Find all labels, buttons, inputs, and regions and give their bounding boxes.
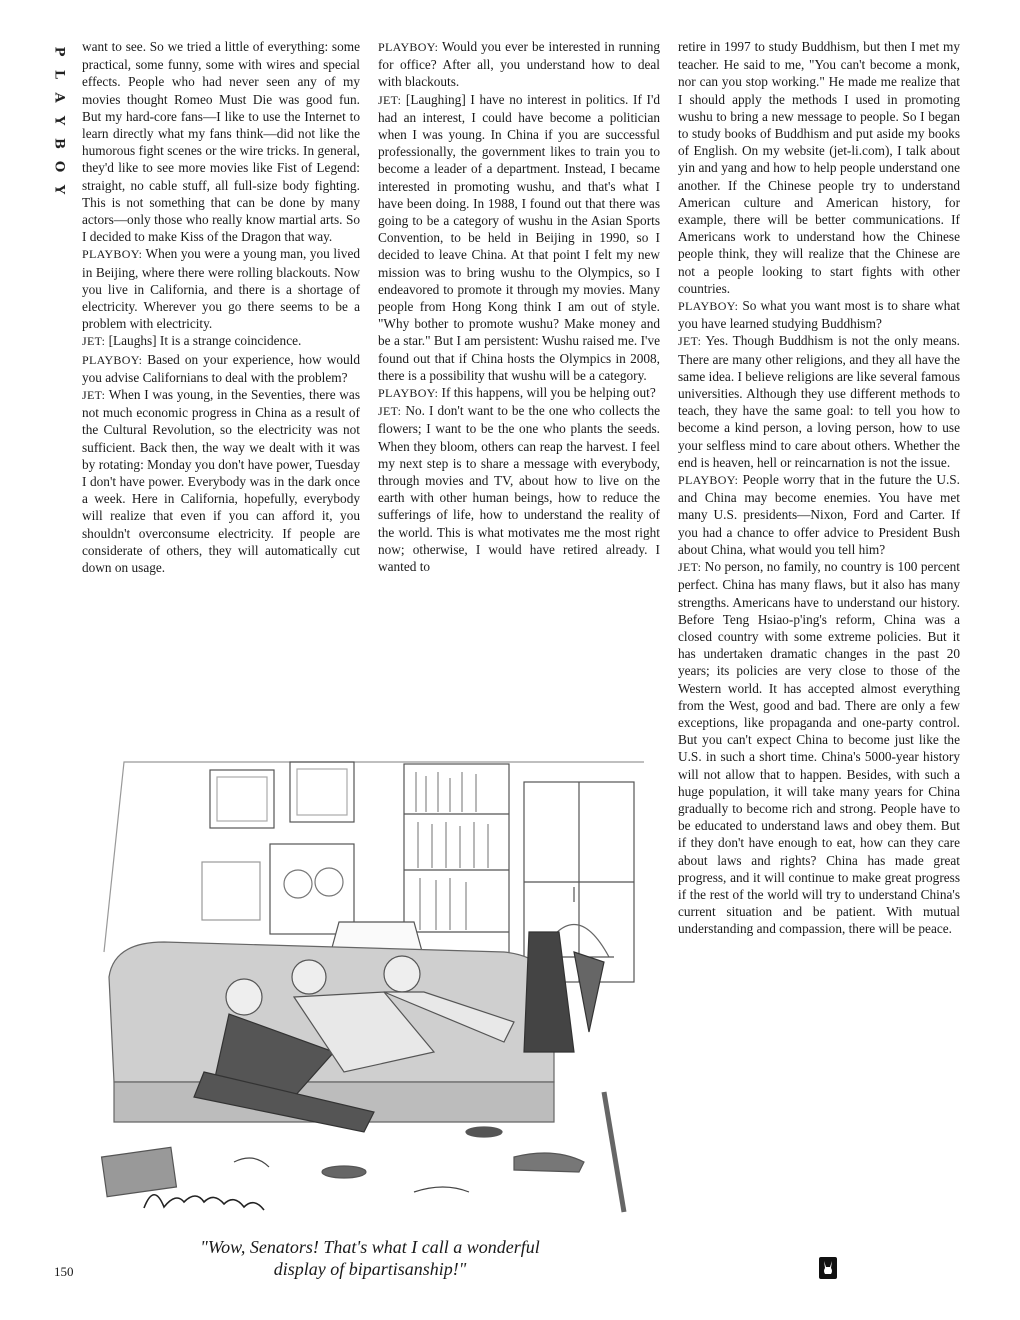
caption-line: "Wow, Senators! That's what I call a wonderful	[200, 1237, 540, 1257]
paragraph	[378, 91, 660, 384]
paragraph-text: When you were a young man, you lived in Beijing, where there were rolling blackouts. Now you live in California, and there is a shortage of electricity. Wherever you go there seems to be a problem with electricity.	[82, 246, 360, 332]
speaker-label: JET:	[82, 334, 106, 349]
speaker-label: JET:	[678, 560, 702, 575]
speaker-label: PLAYBOY:	[678, 299, 739, 314]
cartoon-caption	[120, 1236, 620, 1280]
paragraph	[82, 386, 360, 576]
side-letter: B	[51, 138, 67, 149]
paragraph-text: retire in 1997 to study Buddhism, but then I met my teacher. He said to me, "You can't become a monk, nor can you stop working." He made me realize that I should apply the methods I used in promoting wushu to bring a new message to people. So I began to study books of Buddhism and put aside my books of English. On my website (jet-li.com), I talk about yin and yang and how to help people understand one another. If the Chinese people try to understand American culture and American history, for example, there will be better communications. If Americans work to understand how the Chinese people think, they will realize that the Chinese are not a people looking to start fights with other countries.	[678, 39, 960, 296]
paragraph-text: People worry that in the future the U.S. and China may become enemies. You have met many U.S. presidents—Nixon, Ford and Carter. If you had a chance to offer advice to President Bush about China, what would you tell him?	[678, 472, 960, 557]
cartoon-drawing	[84, 752, 659, 1230]
paragraph	[678, 38, 960, 297]
page-number: 150	[54, 1264, 74, 1279]
speaker-label: JET:	[82, 388, 106, 403]
speaker-label: PLAYBOY:	[82, 247, 143, 262]
paragraph	[82, 332, 360, 350]
paragraph	[82, 245, 360, 332]
side-letter: O	[51, 160, 67, 173]
paragraph-text: Based on your experience, how would you advise Californians to deal with the problem?	[82, 351, 360, 385]
paragraph-text: No. I don't want to be the one who collects the flowers; I want to be the one who plants the seeds. When they bloom, others can reap the harvest. I feel my next step is to share a message with everybody, through movies and TV, about how to live on the earth with other human beings, how to reduce the sufferings of life, how to understand the reality of the world. This is what motivates me the most right now; otherwise, I would have retired already. I wanted to	[378, 403, 660, 575]
speaker-label: PLAYBOY:	[378, 40, 439, 54]
speaker-label: JET:	[378, 404, 402, 419]
paragraph	[82, 38, 360, 245]
speaker-label: PLAYBOY:	[82, 352, 143, 367]
cartoon-illustration	[84, 752, 659, 1230]
paragraph-text: Yes. Though Buddhism is not the only means. There are many other religions, and they all have the same idea. I believe religions are like several famous universities. Although they use different methods to teach, they have the same goal: to tell you how to become a kind person, a loving person, how to use your selfless mind to care about others. Whether the end is heaven, hell or reincarnation is not the issue.	[678, 333, 960, 470]
magazine-side-label	[50, 40, 68, 201]
paragraph	[82, 351, 360, 386]
speaker-label: PLAYBOY:	[678, 473, 739, 488]
paragraph-text: [Laughing] I have no interest in politics. If I'd had an interest, I could have become a politician when I was young. In China if you are successful professionally, the government likes to train you to become a leader of a department. Instead, I became interested in promoting wushu, and that's what I have been doing. In 1988, I found out that there was going to be a category of wushu in the Asian Sports Convention, to be held in Beijing in 1990, so I decided to leave China. At that point I felt my new mission was to bring wushu to the Olympics, so I endeavored to promote it through my movies. Many people from Hong Kong think I am out of style. "Why bother to promote wushu? Make money and be a star." But I am persistent: Wushu raised me. I've found out that if China hosts the Olympics in 2008, there is a possibility that wushu will be a category.	[378, 91, 660, 383]
rabbit-head-end-mark-icon	[819, 1257, 837, 1279]
text-column-2	[378, 38, 660, 575]
paragraph	[378, 402, 660, 575]
side-letter: L	[51, 69, 67, 80]
paragraph-text: So what you want most is to share what you have learned studying Buddhism?	[678, 298, 960, 332]
caption-line: display of bipartisanship!"	[273, 1259, 467, 1279]
side-letter: P	[51, 46, 67, 57]
paragraph	[678, 471, 960, 558]
side-letter: Y	[51, 184, 67, 195]
text-column-3	[678, 38, 960, 938]
paragraph	[678, 332, 960, 471]
speaker-label: JET:	[378, 92, 402, 107]
paragraph-text: No person, no family, no country is 100 percent perfect. China has many flaws, but it also has many strengths. Americans have to understand our history. Before Teng Hsiao-p'ing's reform, China was a closed country with some extreme policies. But it has undertaken dramatic changes in the past 20 years; its policies are very close to those of the Western world. It has accepted almost everything from the West, good and bad. There are only a few exceptions, like propaganda and one-party control. But you can't expect China to become just like the U.S. in such a short time. China's 5000-year history will not allow that to happen. Besides, with such a huge population, it will take many years for China gradually to become rich and strong. People have to be educated to understand laws and obey them. But if they don't have enough to eat, how can they care about laws and rights? China has made great progress, and it will continue to make great progress if the rest of the world will try to understand China's current situation and be patient. With mutual understanding and compassion, there will be peace.	[678, 559, 960, 937]
paragraph	[678, 297, 960, 332]
paragraph-text: When I was young, in the Seventies, there was not much economic progress in China as a result of the Cultural Revolution, so the electricity was not sufficient. Back then, the way we dealt with it was by rotating: Monday you don't have power, Tuesday I don't have power. Everybody was in the dark once a week. Here in California, hopefully, everybody will realize that even if you can afford it, you shouldn't overconsume electricity. If people are considerate of others, they will automatically cut down on usage.	[82, 387, 360, 576]
side-letter: A	[51, 92, 67, 103]
paragraph-text: Would you ever be interested in running for office? After all, you understand how to deal with blackouts.	[378, 39, 660, 90]
paragraph-text: If this happens, will you be helping out?	[438, 385, 656, 401]
paragraph-text: want to see. So we tried a little of everything: some practical, some funny, some with wires and special effects. People who had never seen any of my movies thought Romeo Must Die was good fun. But my hard-core fans—I like to use the Internet to learn directly what my fans think—did not like the humorous fight scenes or the wire tricks. In general, they'd like to see more movies like Fist of Legend: straight, no cable stuff, all full-size body fighting. This is not something that can be done by many actors—only those who really know martial arts. So I decided to make Kiss of the Dragon that way.	[82, 39, 360, 245]
text-column-1	[82, 38, 360, 576]
paragraph	[378, 38, 660, 91]
side-letter: Y	[51, 115, 67, 126]
speaker-label: PLAYBOY:	[378, 386, 439, 401]
paragraph	[378, 384, 660, 402]
paragraph	[678, 558, 960, 937]
paragraph-text: [Laughs] It is a strange coincidence.	[105, 333, 302, 349]
speaker-label: JET:	[678, 334, 702, 349]
